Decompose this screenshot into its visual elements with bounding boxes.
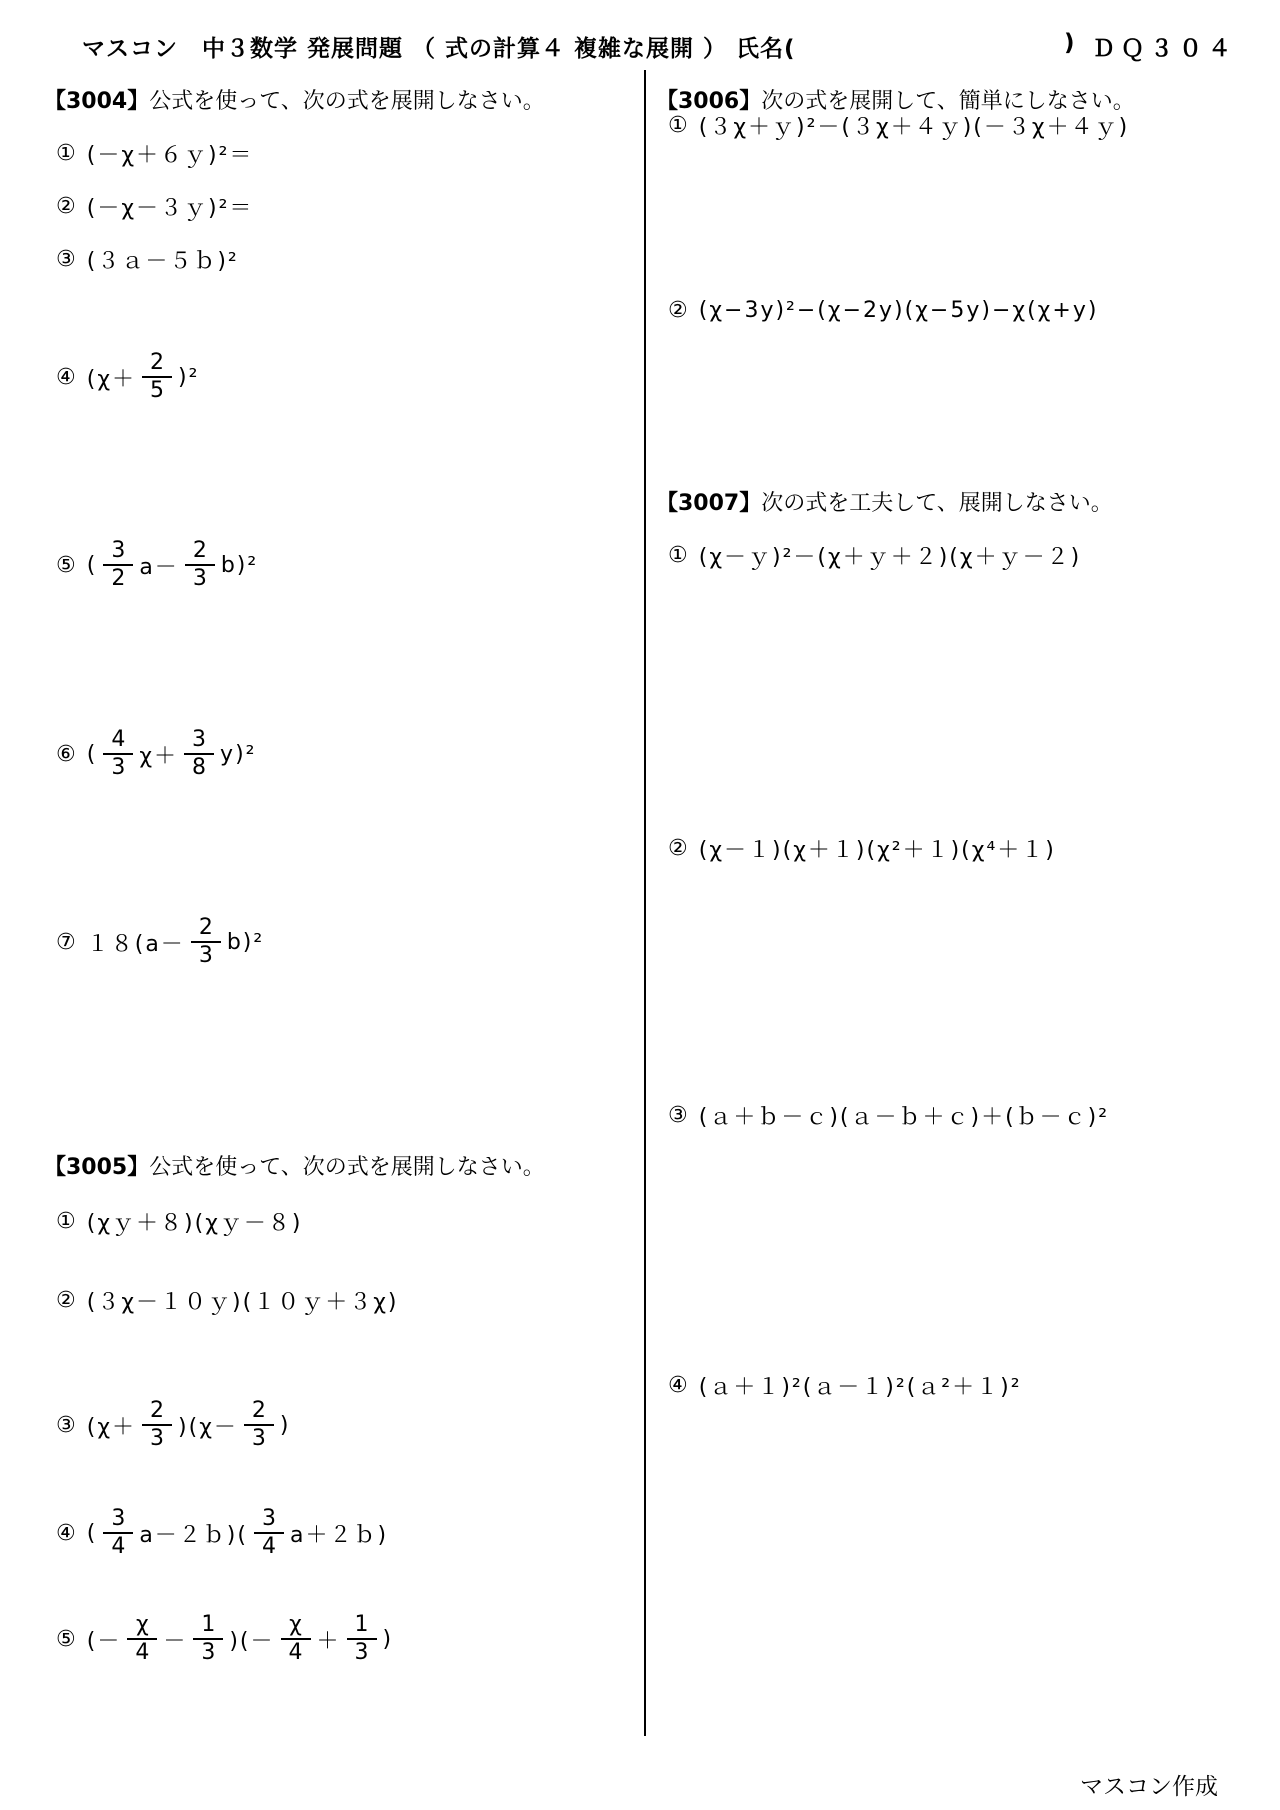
problem-3007-1 [668, 540, 1081, 571]
problem-number: ① [668, 543, 690, 568]
fraction [185, 538, 215, 592]
fraction [184, 727, 214, 781]
footer-credit: マスコン作成 [1080, 1774, 1218, 1800]
problem-3004-2 [56, 191, 253, 222]
problem-3004-1 [56, 138, 253, 169]
fraction-denominator: 3 [354, 1640, 369, 1665]
fraction-numerator: 3 [192, 727, 207, 752]
expr-part: ( [86, 552, 98, 578]
expr-part: a＋２ｂ) [289, 1522, 389, 1548]
problem-3007-2 [668, 833, 1056, 864]
expr-part: (χ＋ [86, 1414, 137, 1440]
name-field-close: ) [1064, 30, 1076, 56]
expr-part: (χ＋ [86, 366, 137, 392]
fraction-numerator: 2 [192, 538, 207, 563]
problem-number: ⑤ [56, 552, 78, 578]
problem-expression: (χ－ｙ)²－(χ＋ｙ＋２)(χ＋ｙ－２) [698, 545, 1082, 570]
problem-number: ② [56, 194, 78, 219]
problem-expression: (３χ－１０ｙ)(１０ｙ＋３χ) [86, 1290, 399, 1315]
fraction-numerator: χ [135, 1612, 149, 1637]
fraction-denominator: 4 [261, 1534, 276, 1559]
fraction-numerator: 1 [354, 1612, 369, 1637]
problem-3004-5 [56, 538, 258, 592]
problem-expression: (ａ＋１)²(ａ－１)²(ａ²＋１)² [698, 1375, 1022, 1400]
worksheet-code: ＤＱ３０４ [1092, 36, 1237, 62]
fraction [103, 538, 133, 592]
fraction [281, 1612, 311, 1666]
problem-number: ③ [668, 1103, 690, 1128]
problem-expression: (χ−3y)²−(χ−2y)(χ−5y)−χ(χ+y) [698, 298, 1099, 323]
problem-3004-6 [56, 727, 256, 781]
fraction [142, 1398, 172, 1452]
problem-number: ② [668, 298, 690, 323]
fraction-numerator: 2 [150, 350, 165, 375]
problem-expression: (χ－１)(χ＋１)(χ²＋１)(χ⁴＋１) [698, 838, 1056, 863]
expr-part: (－ [86, 1628, 122, 1654]
column-divider [644, 70, 646, 1736]
fraction [103, 1506, 133, 1560]
expr-part: a－ [139, 554, 179, 580]
fraction-numerator: 2 [251, 1398, 266, 1423]
fraction-numerator: 3 [111, 1506, 126, 1531]
expr-part: χ＋ [139, 743, 179, 769]
fraction [254, 1506, 284, 1560]
section-3004-heading [44, 84, 545, 115]
fraction [347, 1612, 377, 1666]
fraction [193, 1612, 223, 1666]
problem-number: ⑥ [56, 741, 78, 767]
fraction [244, 1398, 274, 1452]
fraction-denominator: 4 [288, 1640, 303, 1665]
problem-number: ④ [56, 364, 78, 390]
expr-part: １８(a－ [86, 931, 185, 957]
expr-part: a－２ｂ)( [139, 1522, 248, 1548]
section-3004-instruction: 公式を使って、次の式を展開しなさい。 [149, 89, 545, 114]
problem-number: ④ [56, 1520, 78, 1546]
expr-part: ) [382, 1626, 394, 1652]
fraction-denominator: 4 [135, 1640, 150, 1665]
fraction-numerator: χ [289, 1612, 302, 1637]
section-3004-tag: 【3004】 [44, 89, 150, 114]
problem-3005-2 [56, 1285, 398, 1316]
section-3007-heading [656, 486, 1113, 517]
fraction [127, 1612, 157, 1666]
worksheet-title: マスコン 中３数学 発展問題 （ 式の計算４ 複雑な展開 ） 氏名( [82, 36, 796, 62]
expr-part: )(χ－ [178, 1414, 238, 1440]
fraction-denominator: 4 [111, 1534, 126, 1559]
problem-number: ① [56, 1209, 78, 1234]
fraction-denominator: 3 [198, 943, 213, 968]
fraction-denominator: 3 [150, 1426, 165, 1451]
fraction-denominator: 3 [251, 1426, 266, 1451]
problem-number: ① [668, 113, 690, 138]
problem-3004-7 [56, 915, 264, 969]
expr-part: b)² [226, 929, 265, 955]
expr-part: y)² [220, 741, 257, 767]
section-3006-tag: 【3006】 [656, 89, 762, 114]
problem-3005-3 [56, 1398, 291, 1452]
expr-part: )² [178, 364, 200, 390]
expr-part: ( [86, 741, 98, 767]
problem-3006-1 [668, 110, 1129, 141]
problem-3005-5 [56, 1612, 393, 1666]
problem-3005-1 [56, 1206, 302, 1237]
fraction-numerator: 4 [111, 727, 126, 752]
fraction-denominator: 8 [192, 755, 207, 780]
problem-expression: (χｙ＋８)(χｙ－８) [86, 1211, 303, 1236]
problem-number: ② [56, 1288, 78, 1313]
fraction [142, 350, 172, 404]
problem-number: ⑦ [56, 929, 78, 955]
problem-expression: (－χ－３ｙ)²＝ [86, 196, 254, 221]
fraction-denominator: 2 [111, 566, 126, 591]
problem-3006-2 [668, 298, 1098, 323]
problem-3007-4 [668, 1370, 1022, 1401]
section-3005-heading [44, 1150, 545, 1181]
expr-part: － [163, 1628, 188, 1654]
fraction-denominator: 5 [150, 378, 165, 403]
expr-part: b)² [220, 552, 259, 578]
section-3007-tag: 【3007】 [656, 491, 762, 516]
problem-number: ③ [56, 247, 78, 272]
fraction-denominator: 3 [201, 1640, 216, 1665]
problem-expression: (－χ＋６ｙ)²＝ [86, 143, 254, 168]
problem-number: ⑤ [56, 1626, 78, 1652]
fraction-numerator: 1 [201, 1612, 216, 1637]
fraction [103, 727, 133, 781]
problem-3007-3 [668, 1100, 1109, 1131]
problem-3005-4 [56, 1506, 388, 1560]
section-3007-instruction: 次の式を工夫して、展開しなさい。 [761, 491, 1113, 516]
problem-number: ③ [56, 1412, 78, 1438]
problem-expression: (ａ＋ｂ－ｃ)(ａ－ｂ＋ｃ)＋(ｂ－ｃ)² [698, 1105, 1110, 1130]
expr-part: )(－ [229, 1628, 275, 1654]
problem-number: ④ [668, 1373, 690, 1398]
problem-expression: (３ａ－５ｂ)² [86, 249, 239, 274]
fraction-numerator: 3 [111, 538, 126, 563]
section-3005-instruction: 公式を使って、次の式を展開しなさい。 [149, 1155, 545, 1180]
fraction-denominator: 3 [192, 566, 207, 591]
problem-3004-4 [56, 350, 199, 404]
problem-expression: (３χ＋ｙ)²－(３χ＋４ｙ)(－３χ＋４ｙ) [698, 115, 1130, 140]
fraction [191, 915, 221, 969]
fraction-numerator: 3 [261, 1506, 276, 1531]
fraction-numerator: 2 [198, 915, 213, 940]
section-3006-instruction: 次の式を展開して、簡単にしなさい。 [761, 89, 1135, 114]
problem-number: ① [56, 141, 78, 166]
problem-number: ② [668, 836, 690, 861]
expr-part: ＋ [316, 1628, 341, 1654]
fraction-numerator: 2 [150, 1398, 165, 1423]
section-3005-tag: 【3005】 [44, 1155, 150, 1180]
fraction-denominator: 3 [111, 755, 126, 780]
problem-3004-3 [56, 244, 239, 275]
expr-part: ) [279, 1412, 291, 1438]
expr-part: ( [86, 1520, 98, 1546]
